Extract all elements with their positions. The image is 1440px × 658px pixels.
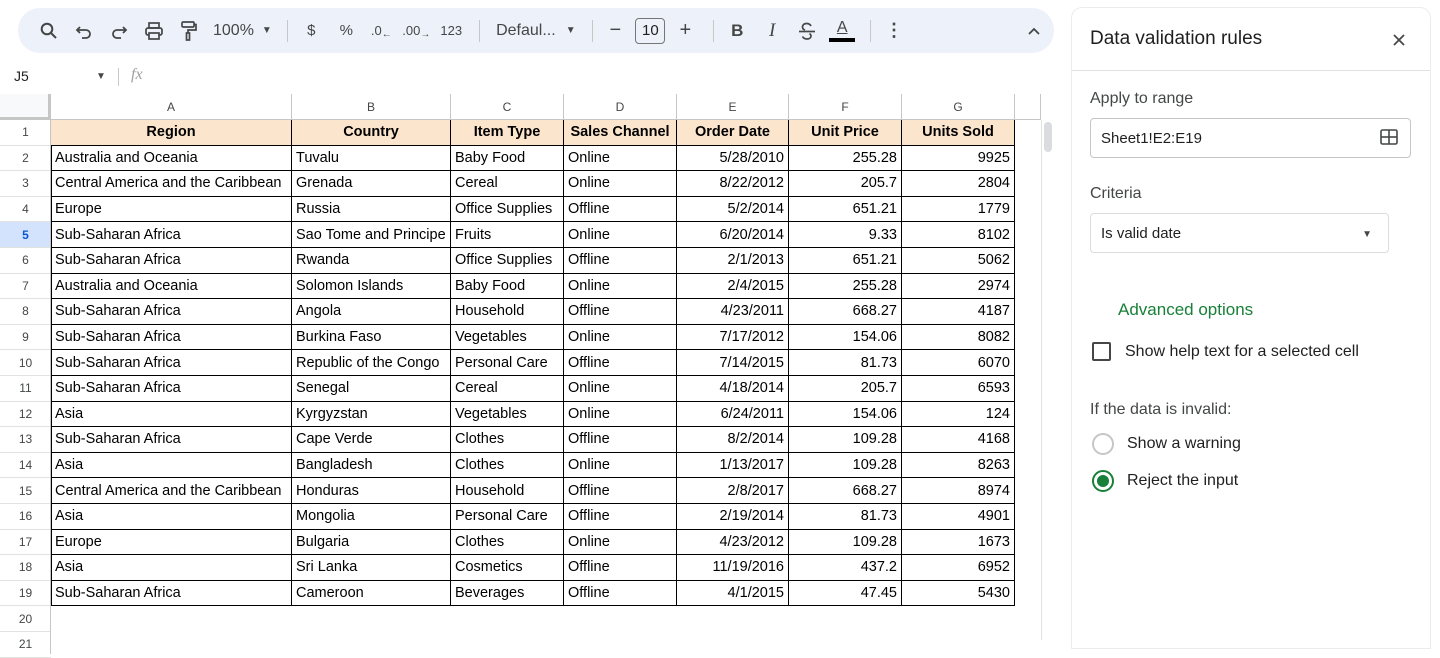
row-header-11[interactable]: 11 bbox=[0, 376, 51, 402]
table-cell[interactable]: Vegetables bbox=[451, 402, 564, 428]
table-cell[interactable]: 47.45 bbox=[789, 581, 902, 607]
table-cell[interactable]: Online bbox=[564, 274, 677, 300]
table-cell[interactable]: Baby Food bbox=[451, 146, 564, 172]
table-cell[interactable]: 154.06 bbox=[789, 325, 902, 351]
table-cell[interactable]: Tuvalu bbox=[292, 146, 451, 172]
table-cell[interactable]: Online bbox=[564, 453, 677, 479]
column-header-d[interactable]: D bbox=[564, 94, 677, 120]
table-cell[interactable]: Australia and Oceania bbox=[51, 146, 292, 172]
table-cell[interactable]: 205.7 bbox=[789, 376, 902, 402]
select-range-icon[interactable] bbox=[1380, 129, 1398, 145]
reject-input-label: Reject the input bbox=[1127, 472, 1239, 489]
table-cell[interactable]: 6070 bbox=[902, 350, 1015, 376]
table-cell[interactable]: Sub-Saharan Africa bbox=[51, 376, 292, 402]
table-cell[interactable]: Cameroon bbox=[292, 581, 451, 607]
table-cell[interactable]: 4/23/2012 bbox=[677, 530, 789, 556]
table-cell[interactable]: 668.27 bbox=[789, 478, 902, 504]
table-cell[interactable]: Bangladesh bbox=[292, 453, 451, 479]
row-header-2[interactable]: 2 bbox=[0, 146, 51, 172]
table-cell[interactable]: Offline bbox=[564, 581, 677, 607]
table-cell[interactable]: Offline bbox=[564, 504, 677, 530]
header-cell[interactable]: Country bbox=[292, 120, 451, 146]
table-cell[interactable]: 437.2 bbox=[789, 555, 902, 581]
table-cell[interactable]: Cereal bbox=[451, 171, 564, 197]
table-cell[interactable]: Household bbox=[451, 478, 564, 504]
criteria-value: Is valid date bbox=[1101, 224, 1182, 242]
table-cell[interactable]: 255.28 bbox=[789, 146, 902, 172]
table-cell[interactable]: 4/23/2011 bbox=[677, 299, 789, 325]
table-cell[interactable]: 4/1/2015 bbox=[677, 581, 789, 607]
collapse-toolbar-button[interactable] bbox=[1019, 16, 1049, 46]
table-cell[interactable]: Europe bbox=[51, 197, 292, 223]
row-header-5[interactable]: 5 bbox=[0, 222, 51, 248]
header-cell[interactable]: Region bbox=[51, 120, 292, 146]
row-header-17[interactable]: 17 bbox=[0, 530, 51, 556]
table-cell[interactable]: 5062 bbox=[902, 248, 1015, 274]
scrollbar-thumb[interactable] bbox=[1044, 122, 1052, 152]
row-header-4[interactable]: 4 bbox=[0, 197, 51, 223]
table-cell[interactable]: 2974 bbox=[902, 274, 1015, 300]
table-cell[interactable]: Office Supplies bbox=[451, 197, 564, 223]
criteria-select[interactable] bbox=[1090, 213, 1389, 253]
print-icon bbox=[144, 22, 164, 40]
table-cell[interactable]: 6/24/2011 bbox=[677, 402, 789, 428]
table-cell[interactable]: 2/8/2017 bbox=[677, 478, 789, 504]
percent-format-button[interactable]: % bbox=[339, 22, 353, 39]
table-cell[interactable]: Clothes bbox=[451, 453, 564, 479]
strikethrough-button[interactable] bbox=[792, 16, 822, 46]
table-cell[interactable]: 81.73 bbox=[789, 504, 902, 530]
text-color-button[interactable] bbox=[827, 16, 857, 46]
panel-divider bbox=[1072, 70, 1430, 71]
table-cell[interactable]: 4/18/2014 bbox=[677, 376, 789, 402]
table-cell[interactable]: Beverages bbox=[451, 581, 564, 607]
undo-button[interactable] bbox=[69, 16, 99, 46]
table-cell[interactable]: 11/19/2016 bbox=[677, 555, 789, 581]
row-header-9[interactable]: 9 bbox=[0, 325, 51, 351]
table-cell[interactable]: 9.33 bbox=[789, 222, 902, 248]
row-header-7[interactable]: 7 bbox=[0, 274, 51, 300]
table-cell[interactable]: 9925 bbox=[902, 146, 1015, 172]
range-input[interactable] bbox=[1090, 118, 1411, 158]
table-cell[interactable]: 6/20/2014 bbox=[677, 222, 789, 248]
search-icon bbox=[40, 22, 58, 40]
table-cell[interactable]: Republic of the Congo bbox=[292, 350, 451, 376]
table-cell[interactable]: Online bbox=[564, 376, 677, 402]
table-cell[interactable]: 7/14/2015 bbox=[677, 350, 789, 376]
table-cell[interactable]: Sri Lanka bbox=[292, 555, 451, 581]
table-cell[interactable]: 651.21 bbox=[789, 248, 902, 274]
range-value: Sheet1!E2:E19 bbox=[1101, 129, 1202, 147]
column-header-e[interactable]: E bbox=[677, 94, 789, 120]
decrease-decimal-label: .0 bbox=[370, 23, 382, 38]
font-size-input[interactable]: 10 bbox=[635, 18, 665, 44]
table-cell[interactable]: Mongolia bbox=[292, 504, 451, 530]
table-cell[interactable]: Senegal bbox=[292, 376, 451, 402]
chevron-down-icon: ▼ bbox=[261, 25, 272, 36]
table-cell[interactable]: 1779 bbox=[902, 197, 1015, 223]
print-button[interactable] bbox=[139, 16, 169, 46]
table-cell[interactable]: 6593 bbox=[902, 376, 1015, 402]
row-header-18[interactable]: 18 bbox=[0, 555, 51, 581]
table-cell[interactable]: Online bbox=[564, 146, 677, 172]
table-cell[interactable]: Central America and the Caribbean bbox=[51, 171, 292, 197]
apply-range-label: Apply to range bbox=[1090, 90, 1194, 107]
table-cell[interactable]: 6952 bbox=[902, 555, 1015, 581]
search-menus-button[interactable] bbox=[34, 16, 64, 46]
table-cell[interactable]: 8102 bbox=[902, 222, 1015, 248]
table-cell[interactable]: 81.73 bbox=[789, 350, 902, 376]
table-cell[interactable]: Sub-Saharan Africa bbox=[51, 299, 292, 325]
fx-icon: fx bbox=[131, 66, 143, 83]
help-text-label: Show help text for a selected cell bbox=[1125, 343, 1359, 360]
table-cell[interactable]: 154.06 bbox=[789, 402, 902, 428]
table-cell[interactable]: 2/19/2014 bbox=[677, 504, 789, 530]
bold-button[interactable]: B bbox=[731, 20, 744, 40]
table-cell[interactable]: Office Supplies bbox=[451, 248, 564, 274]
table-cell[interactable]: 8/2/2014 bbox=[677, 427, 789, 453]
header-cell[interactable]: Item Type bbox=[451, 120, 564, 146]
text-color-swatch bbox=[829, 38, 855, 42]
row-header-1[interactable]: 1 bbox=[0, 120, 51, 146]
table-cell[interactable]: Offline bbox=[564, 197, 677, 223]
toolbar-divider bbox=[287, 20, 288, 42]
chevron-down-icon: ▼ bbox=[565, 25, 576, 36]
name-box-value: J5 bbox=[14, 68, 29, 84]
table-cell[interactable]: 2/1/2013 bbox=[677, 248, 789, 274]
table-cell[interactable]: 4168 bbox=[902, 427, 1015, 453]
table-cell[interactable]: 8263 bbox=[902, 453, 1015, 479]
table-cell[interactable]: Clothes bbox=[451, 530, 564, 556]
paint-roller-icon bbox=[180, 21, 198, 41]
more-formats-button[interactable]: 123 bbox=[440, 23, 463, 38]
row-header-8[interactable]: 8 bbox=[0, 299, 51, 325]
header-cell[interactable]: Units Sold bbox=[902, 120, 1015, 146]
close-icon bbox=[1392, 33, 1406, 47]
table-cell[interactable]: Rwanda bbox=[292, 248, 451, 274]
table-cell[interactable]: Sub-Saharan Africa bbox=[51, 325, 292, 351]
toolbar-divider bbox=[713, 20, 714, 42]
table-cell[interactable]: 5/28/2010 bbox=[677, 146, 789, 172]
table-cell[interactable]: 651.21 bbox=[789, 197, 902, 223]
table-cell[interactable]: 668.27 bbox=[789, 299, 902, 325]
zoom-select[interactable] bbox=[209, 16, 274, 46]
row-header-15[interactable]: 15 bbox=[0, 478, 51, 504]
table-cell[interactable]: Cape Verde bbox=[292, 427, 451, 453]
increase-decimal-button[interactable] bbox=[401, 16, 431, 46]
header-cell[interactable]: Order Date bbox=[677, 120, 789, 146]
arrow-left-icon: ← bbox=[381, 29, 392, 40]
text-color-label: A bbox=[836, 18, 848, 36]
table-cell[interactable]: Central America and the Caribbean bbox=[51, 478, 292, 504]
row-header-21[interactable]: 21 bbox=[0, 632, 51, 658]
table-cell[interactable]: Asia bbox=[51, 555, 292, 581]
table-cell[interactable]: Fruits bbox=[451, 222, 564, 248]
table-cell[interactable]: 205.7 bbox=[789, 171, 902, 197]
table-cell[interactable]: 4187 bbox=[902, 299, 1015, 325]
table-cell[interactable]: Solomon Islands bbox=[292, 274, 451, 300]
table-cell[interactable]: Asia bbox=[51, 402, 292, 428]
table-cell[interactable]: Offline bbox=[564, 299, 677, 325]
table-cell[interactable]: Cosmetics bbox=[451, 555, 564, 581]
header-cell[interactable]: Sales Channel bbox=[564, 120, 677, 146]
table-cell[interactable]: Offline bbox=[564, 427, 677, 453]
formula-divider bbox=[118, 68, 119, 86]
select-all-corner[interactable] bbox=[0, 94, 51, 120]
table-cell[interactable]: Offline bbox=[564, 478, 677, 504]
table-cell[interactable]: Offline bbox=[564, 350, 677, 376]
row-header-20[interactable]: 20 bbox=[0, 606, 51, 632]
table-cell[interactable]: Sub-Saharan Africa bbox=[51, 222, 292, 248]
table-cell[interactable]: Online bbox=[564, 325, 677, 351]
chevron-down-icon: ▼ bbox=[96, 71, 106, 82]
strikethrough-icon bbox=[797, 22, 817, 40]
table-cell[interactable]: 109.28 bbox=[789, 427, 902, 453]
panel-title: Data validation rules bbox=[1090, 28, 1263, 49]
toolbar-divider bbox=[870, 20, 871, 42]
show-warning-label: Show a warning bbox=[1127, 435, 1241, 452]
arrow-right-icon: → bbox=[420, 29, 431, 40]
column-header-g[interactable]: G bbox=[902, 94, 1015, 120]
toolbar bbox=[18, 8, 1054, 53]
header-cell[interactable]: Unit Price bbox=[789, 120, 902, 146]
column-header-c[interactable]: C bbox=[451, 94, 564, 120]
decrease-font-size-button[interactable]: − bbox=[609, 19, 622, 41]
italic-button[interactable]: I bbox=[769, 19, 776, 41]
table-cell[interactable]: Sub-Saharan Africa bbox=[51, 350, 292, 376]
font-select[interactable] bbox=[488, 16, 578, 46]
table-cell[interactable]: Vegetables bbox=[451, 325, 564, 351]
table-cell[interactable]: Kyrgyzstan bbox=[292, 402, 451, 428]
currency-format-button[interactable]: $ bbox=[307, 22, 316, 39]
decrease-decimal-button[interactable] bbox=[366, 16, 396, 46]
paint-format-button[interactable] bbox=[174, 16, 204, 46]
reject-input-radio[interactable] bbox=[1092, 470, 1114, 492]
vertical-scrollbar[interactable] bbox=[1041, 120, 1053, 640]
redo-button[interactable] bbox=[104, 16, 134, 46]
row-header-6[interactable]: 6 bbox=[0, 248, 51, 274]
data-validation-panel bbox=[1072, 8, 1430, 648]
table-cell[interactable]: Sub-Saharan Africa bbox=[51, 427, 292, 453]
table-cell[interactable]: Asia bbox=[51, 453, 292, 479]
table-cell[interactable]: Honduras bbox=[292, 478, 451, 504]
table-cell[interactable]: Offline bbox=[564, 248, 677, 274]
column-header-empty[interactable] bbox=[1015, 94, 1041, 120]
criteria-label: Criteria bbox=[1090, 185, 1142, 202]
table-cell[interactable]: 2/4/2015 bbox=[677, 274, 789, 300]
table-cell[interactable]: 7/17/2012 bbox=[677, 325, 789, 351]
row-header-13[interactable]: 13 bbox=[0, 427, 51, 453]
chevron-down-icon: ▼ bbox=[1362, 229, 1372, 240]
row-header-10[interactable]: 10 bbox=[0, 350, 51, 376]
table-cell[interactable]: Online bbox=[564, 171, 677, 197]
row-header-3[interactable]: 3 bbox=[0, 171, 51, 197]
show-warning-radio[interactable] bbox=[1092, 433, 1114, 455]
font-name: Defaul... bbox=[496, 21, 556, 39]
table-cell[interactable]: Sub-Saharan Africa bbox=[51, 581, 292, 607]
row-header-19[interactable]: 19 bbox=[0, 581, 51, 607]
increase-decimal-label: .00 bbox=[402, 23, 421, 38]
row-header-12[interactable]: 12 bbox=[0, 402, 51, 428]
table-cell[interactable]: Bulgaria bbox=[292, 530, 451, 556]
invalid-data-label: If the data is invalid: bbox=[1090, 401, 1232, 418]
table-cell[interactable]: Angola bbox=[292, 299, 451, 325]
table-cell[interactable]: 8974 bbox=[902, 478, 1015, 504]
table-cell[interactable]: Asia bbox=[51, 504, 292, 530]
column-header-b[interactable]: B bbox=[292, 94, 451, 120]
table-cell[interactable]: Cereal bbox=[451, 376, 564, 402]
help-text-checkbox[interactable] bbox=[1092, 342, 1111, 361]
more-options-button[interactable]: ⋮ bbox=[885, 20, 904, 40]
table-cell[interactable]: Sao Tome and Principe bbox=[292, 222, 451, 248]
table-cell[interactable]: 109.28 bbox=[789, 530, 902, 556]
table-cell[interactable]: Personal Care bbox=[451, 350, 564, 376]
redo-icon bbox=[110, 22, 128, 40]
table-cell[interactable]: 255.28 bbox=[789, 274, 902, 300]
column-header-a[interactable]: A bbox=[51, 94, 292, 120]
table-cell[interactable]: Baby Food bbox=[451, 274, 564, 300]
table-cell[interactable]: 124 bbox=[902, 402, 1015, 428]
table-cell[interactable]: Australia and Oceania bbox=[51, 274, 292, 300]
table-cell[interactable]: 8082 bbox=[902, 325, 1015, 351]
table-cell[interactable]: Online bbox=[564, 222, 677, 248]
table-cell[interactable]: 1/13/2017 bbox=[677, 453, 789, 479]
row-header-16[interactable]: 16 bbox=[0, 504, 51, 530]
close-panel-button[interactable] bbox=[1388, 29, 1410, 51]
table-cell[interactable]: 109.28 bbox=[789, 453, 902, 479]
table-cell[interactable]: 4901 bbox=[902, 504, 1015, 530]
column-header-f[interactable]: F bbox=[789, 94, 902, 120]
toolbar-divider bbox=[592, 20, 593, 42]
name-box[interactable] bbox=[0, 62, 118, 90]
table-cell[interactable]: 5/2/2014 bbox=[677, 197, 789, 223]
zoom-value: 100% bbox=[213, 21, 254, 39]
table-cell[interactable]: Household bbox=[451, 299, 564, 325]
table-cell[interactable]: 2804 bbox=[902, 171, 1015, 197]
undo-icon bbox=[75, 22, 93, 40]
increase-font-size-button[interactable]: + bbox=[679, 19, 692, 41]
table-cell[interactable]: Clothes bbox=[451, 427, 564, 453]
table-cell[interactable]: Offline bbox=[564, 555, 677, 581]
toolbar-divider bbox=[479, 20, 480, 42]
table-cell[interactable]: Burkina Faso bbox=[292, 325, 451, 351]
table-cell[interactable]: Grenada bbox=[292, 171, 451, 197]
table-cell[interactable]: Europe bbox=[51, 530, 292, 556]
table-cell[interactable]: Online bbox=[564, 530, 677, 556]
table-cell[interactable]: Russia bbox=[292, 197, 451, 223]
table-cell[interactable]: 1673 bbox=[902, 530, 1015, 556]
table-cell[interactable]: 5430 bbox=[902, 581, 1015, 607]
table-cell[interactable]: Sub-Saharan Africa bbox=[51, 248, 292, 274]
table-cell[interactable]: 8/22/2012 bbox=[677, 171, 789, 197]
table-cell[interactable]: Personal Care bbox=[451, 504, 564, 530]
advanced-options-link[interactable]: Advanced options bbox=[1118, 300, 1254, 319]
row-header-14[interactable]: 14 bbox=[0, 453, 51, 479]
chevron-up-icon bbox=[1027, 26, 1041, 36]
table-cell[interactable]: Online bbox=[564, 402, 677, 428]
